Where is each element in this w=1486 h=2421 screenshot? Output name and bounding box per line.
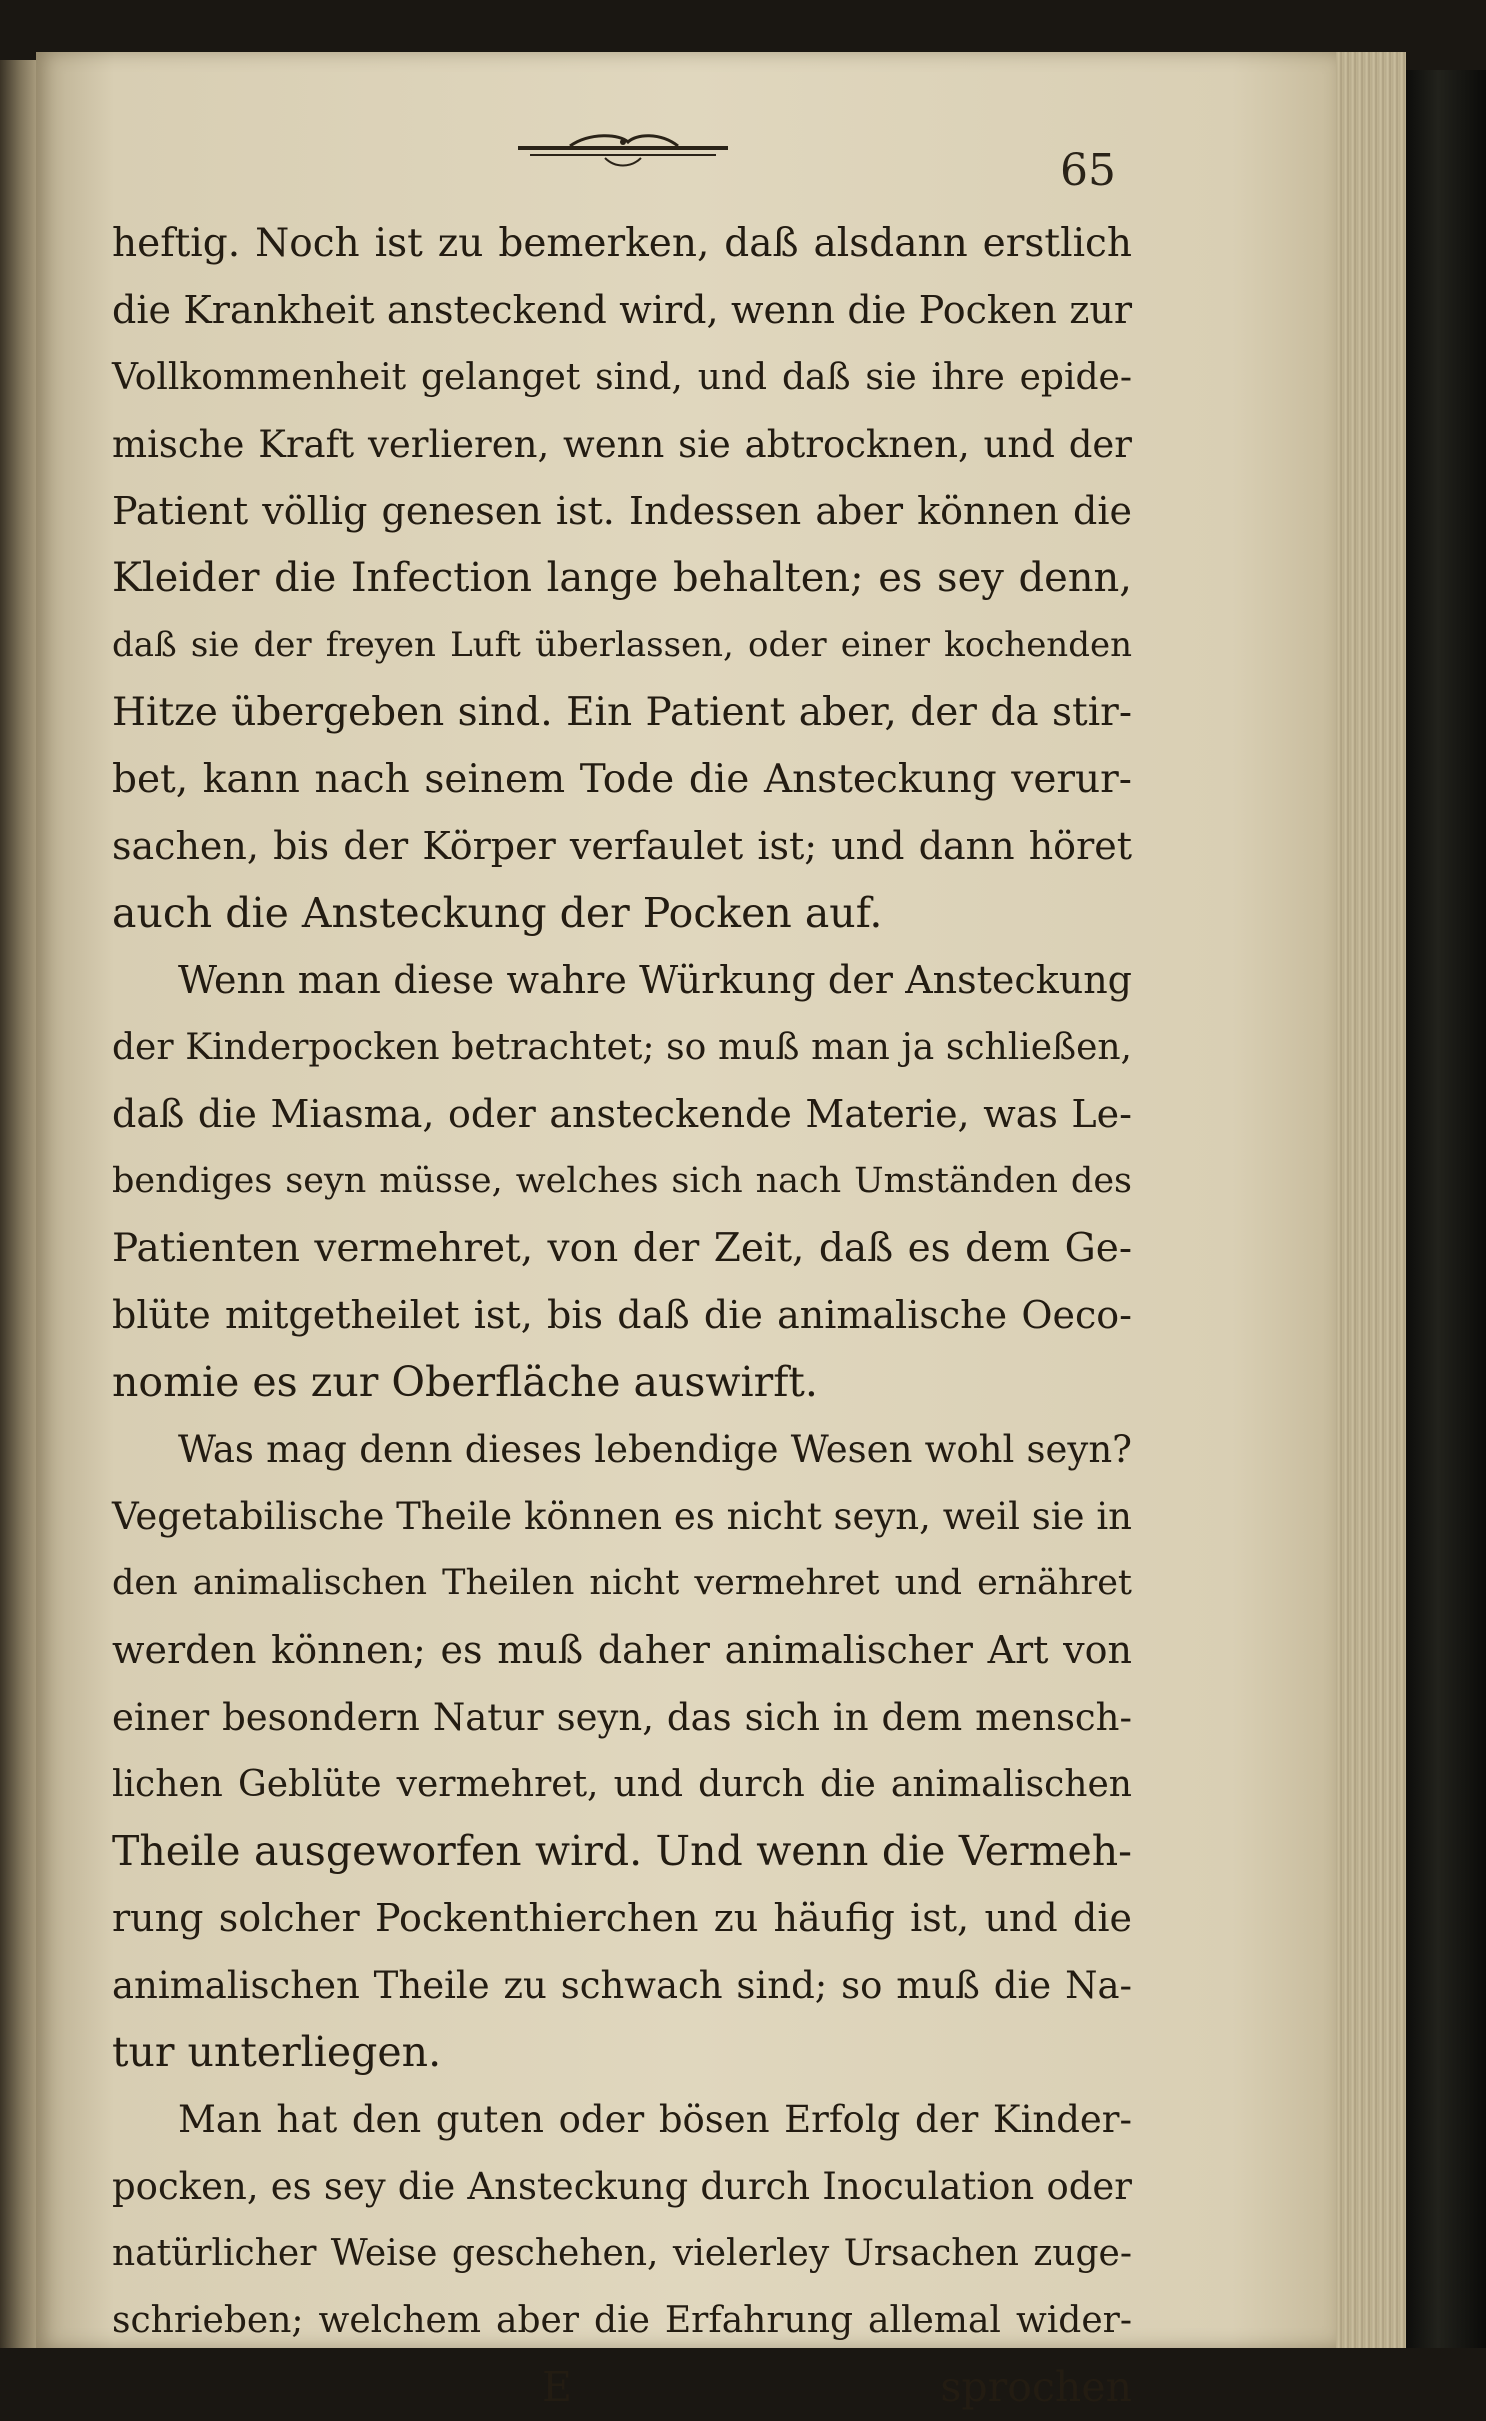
- text-line: Kleider die Infection lange behalten; es sey denn,: [112, 555, 1132, 601]
- text-line: natürlicher Weise geschehen, vielerley Ursachen zuge-: [112, 2233, 1132, 2274]
- text-line: sachen, bis der Körper verfaulet ist; und dann höret: [112, 824, 1132, 868]
- text-line: rung solcher Pockenthierchen zu häufig ist, und die: [112, 1896, 1132, 1940]
- text-line: Man hat den guten oder bösen Erfolg der Kinder-: [178, 2098, 1132, 2141]
- text-line: schrieben; welchem aber die Erfahrung allemal wider-: [112, 2300, 1132, 2341]
- text-line: Vegetabilische Theile können es nicht seyn, weil sie in: [112, 1495, 1132, 1538]
- text-line: bendiges seyn müsse, welches sich nach Umständen des: [112, 1161, 1132, 1201]
- text-line: nomie es zur Oberfläche auswirft.: [112, 1358, 818, 1406]
- text-line: Patient völlig genesen ist. Indessen aber können die: [112, 489, 1132, 533]
- page-number: 65: [1060, 145, 1116, 196]
- text-line: Patienten vermehret, von der Zeit, daß es dem Ge-: [112, 1226, 1132, 1271]
- text-line: einer besondern Natur seyn, das sich in dem mensch-: [112, 1696, 1132, 1739]
- text-line: daß sie der freyen Luft überlassen, oder einer kochenden: [112, 625, 1132, 665]
- text-line: heftig. Noch ist zu bemerken, daß alsdann erstlich: [112, 221, 1132, 266]
- text-line: die Krankheit ansteckend wird, wenn die Pocken zur: [112, 288, 1132, 332]
- page-stack-edges: [1336, 52, 1406, 2348]
- text-line: blüte mitgetheilet ist, bis daß die animalische Oeco-: [112, 1293, 1132, 1337]
- footer-line: [112, 2354, 1132, 2421]
- header-ornament: [510, 128, 736, 168]
- text-line: tur unterliegen.: [112, 2028, 442, 2076]
- text-line: Theile ausgeworfen wird. Und wenn die Vermeh-: [112, 1827, 1132, 1875]
- catchword: sprochen: [940, 2363, 1132, 2411]
- text-line: mische Kraft verlieren, wenn sie abtrocknen, und der: [112, 423, 1132, 466]
- signature-mark: E: [542, 2363, 572, 2411]
- text-line: Wenn man diese wahre Würkung der Ansteckung: [178, 958, 1132, 1002]
- text-line: den animalischen Theilen nicht vermehret und ernähret: [112, 1563, 1132, 1603]
- text-line: Vollkommenheit gelanget sind, und daß sie ihre epide-: [112, 357, 1132, 398]
- text-line: Was mag denn dieses lebendige Wesen wohl seyn?: [178, 1428, 1132, 1471]
- text-line: Hitze übergeben sind. Ein Patient aber, der da stir-: [112, 690, 1132, 735]
- body-text: [112, 210, 1132, 2421]
- text-line: auch die Ansteckung der Pocken auf.: [112, 889, 883, 937]
- text-line: werden können; es muß daher animalischer Art von: [112, 1628, 1132, 1672]
- previous-page-edge: [0, 60, 36, 2348]
- book-cover: [1406, 70, 1486, 2348]
- text-line: animalischen Theile zu schwach sind; so muß die Na-: [112, 1964, 1132, 2007]
- text-line: pocken, es sey die Ansteckung durch Inoculation oder: [112, 2165, 1132, 2208]
- text-line: der Kinderpocken betrachtet; so muß man ja schließen,: [112, 1027, 1132, 1068]
- text-line: daß die Miasma, oder ansteckende Materie, was Le-: [112, 1092, 1132, 1136]
- text-line: lichen Geblüte vermehret, und durch die animalischen: [112, 1764, 1132, 1805]
- text-line: bet, kann nach seinem Tode die Ansteckung verur-: [112, 757, 1132, 802]
